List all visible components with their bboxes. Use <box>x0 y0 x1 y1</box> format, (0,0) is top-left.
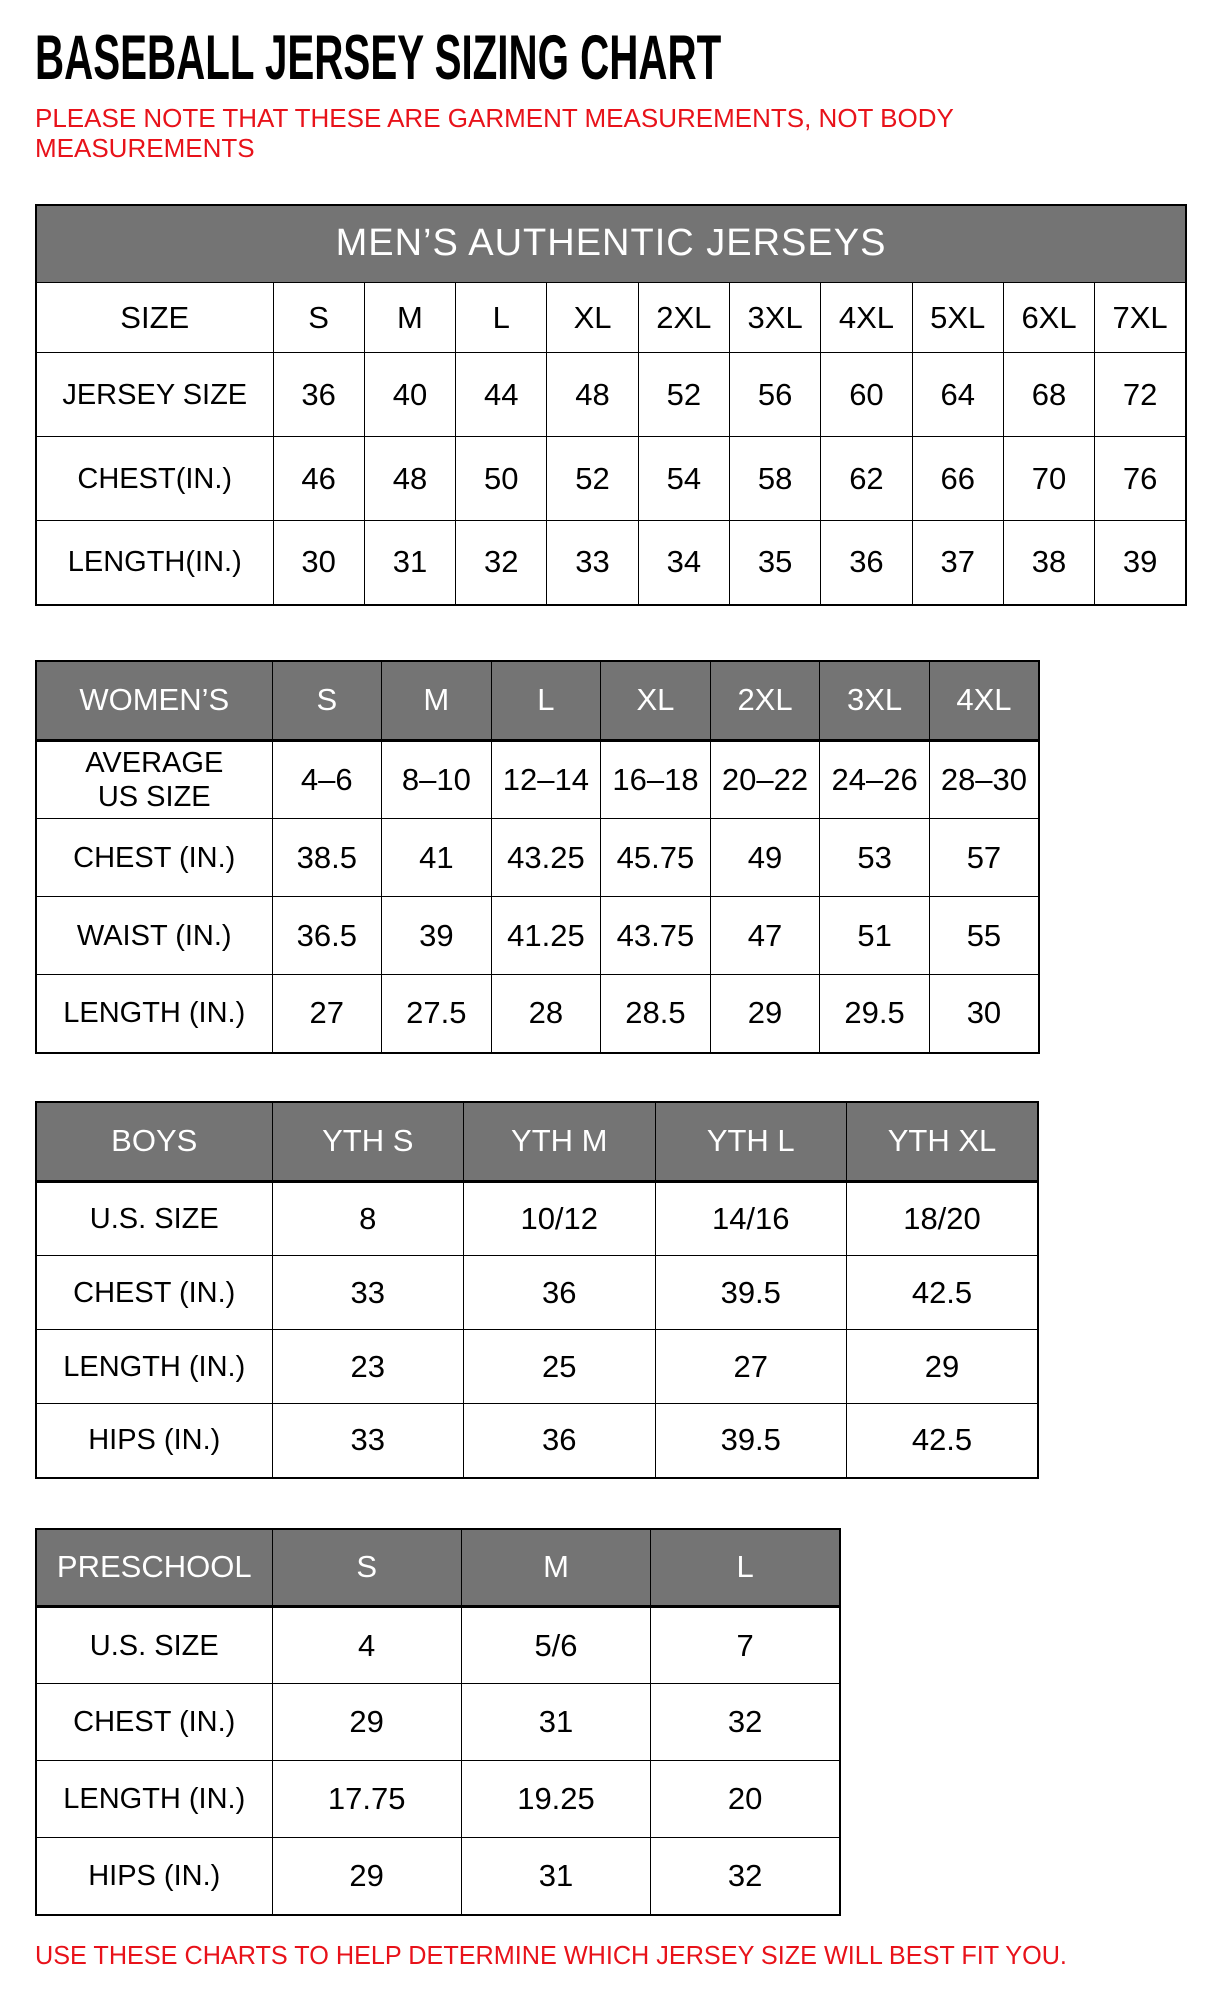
womens-value-r2-c4: 47 <box>710 897 820 975</box>
preschool-data-row-1 <box>36 1684 840 1761</box>
preschool-value-r1-c1: 31 <box>461 1684 650 1761</box>
mens-col-header-8: 5XL <box>912 283 1003 353</box>
preschool-row-label-1: CHEST (IN.) <box>36 1684 272 1761</box>
boys-value-r0-c3: 18/20 <box>847 1182 1039 1256</box>
mens-col-header-5: 2XL <box>638 283 729 353</box>
boys-table <box>35 1101 1039 1479</box>
boys-value-r1-c2: 39.5 <box>655 1256 847 1330</box>
boys-row-label-3: HIPS (IN.) <box>36 1404 272 1478</box>
mens-value-r1-c9: 76 <box>1095 437 1186 521</box>
mens-row-label-1: CHEST(IN.) <box>36 437 273 521</box>
womens-value-r3-c6: 30 <box>929 975 1039 1053</box>
preschool-value-r1-c0: 29 <box>272 1684 461 1761</box>
mens-value-r1-c0: 46 <box>273 437 364 521</box>
mens-row-label-0: JERSEY SIZE <box>36 353 273 437</box>
mens-value-r2-c3: 33 <box>547 521 638 605</box>
boys-value-r1-c0: 33 <box>272 1256 464 1330</box>
preschool-row-label-2: LENGTH (IN.) <box>36 1761 272 1838</box>
womens-data-row-2 <box>36 897 1039 975</box>
preschool-value-r0-c0: 4 <box>272 1607 461 1684</box>
womens-table <box>35 660 1040 1054</box>
womens-col-header-2: M <box>382 661 492 741</box>
womens-value-r0-c2: 12–14 <box>491 741 601 819</box>
boys-sizing-section <box>0 1101 1220 1479</box>
boys-data-row-2 <box>36 1330 1038 1404</box>
womens-value-r2-c0: 36.5 <box>272 897 382 975</box>
womens-value-r0-c5: 24–26 <box>820 741 930 819</box>
boys-row-label-1: CHEST (IN.) <box>36 1256 272 1330</box>
womens-value-r1-c0: 38.5 <box>272 819 382 897</box>
womens-value-r3-c2: 28 <box>491 975 601 1053</box>
mens-value-r2-c0: 30 <box>273 521 364 605</box>
womens-value-r1-c5: 53 <box>820 819 930 897</box>
womens-value-r1-c2: 43.25 <box>491 819 601 897</box>
boys-value-r2-c2: 27 <box>655 1330 847 1404</box>
womens-col-header-4: XL <box>601 661 711 741</box>
mens-value-r1-c1: 48 <box>364 437 455 521</box>
mens-col-header-1: S <box>273 283 364 353</box>
womens-col-header-1: S <box>272 661 382 741</box>
preschool-value-r3-c2: 32 <box>651 1838 840 1915</box>
mens-value-r2-c9: 39 <box>1095 521 1186 605</box>
boys-value-r1-c1: 36 <box>464 1256 656 1330</box>
mens-value-r1-c6: 62 <box>821 437 912 521</box>
preschool-col-header-1: S <box>272 1529 461 1607</box>
womens-value-r0-c4: 20–22 <box>710 741 820 819</box>
preschool-value-r3-c1: 31 <box>461 1838 650 1915</box>
mens-value-r2-c5: 35 <box>729 521 820 605</box>
mens-value-r1-c8: 70 <box>1003 437 1094 521</box>
mens-banner-title: MEN’S AUTHENTIC JERSEYS <box>36 205 1186 283</box>
mens-banner-row <box>36 205 1186 283</box>
mens-value-r0-c7: 64 <box>912 353 1003 437</box>
preschool-value-r2-c1: 19.25 <box>461 1761 650 1838</box>
page-title: BASEBALL JERSEY SIZING CHART <box>35 23 722 93</box>
mens-data-row-1 <box>36 437 1186 521</box>
boys-value-r3-c0: 33 <box>272 1404 464 1478</box>
boys-row-label-2: LENGTH (IN.) <box>36 1330 272 1404</box>
boys-col-header-3: YTH L <box>655 1102 847 1182</box>
womens-value-r2-c3: 43.75 <box>601 897 711 975</box>
mens-value-r1-c4: 54 <box>638 437 729 521</box>
boys-data-row-0 <box>36 1182 1038 1256</box>
preschool-value-r0-c1: 5/6 <box>461 1607 650 1684</box>
mens-col-header-3: L <box>456 283 547 353</box>
boys-header-row <box>36 1102 1038 1182</box>
mens-value-r0-c0: 36 <box>273 353 364 437</box>
mens-value-r1-c7: 66 <box>912 437 1003 521</box>
mens-value-r0-c5: 56 <box>729 353 820 437</box>
womens-row-label-1: CHEST (IN.) <box>36 819 272 897</box>
mens-col-header-6: 3XL <box>729 283 820 353</box>
preschool-value-r2-c2: 20 <box>651 1761 840 1838</box>
womens-data-row-3 <box>36 975 1039 1053</box>
womens-value-r0-c0: 4–6 <box>272 741 382 819</box>
womens-col-header-0: WOMEN’S <box>36 661 272 741</box>
boys-value-r3-c2: 39.5 <box>655 1404 847 1478</box>
boys-col-header-4: YTH XL <box>847 1102 1039 1182</box>
mens-value-r0-c4: 52 <box>638 353 729 437</box>
mens-col-header-7: 4XL <box>821 283 912 353</box>
womens-value-r3-c0: 27 <box>272 975 382 1053</box>
boys-value-r0-c2: 14/16 <box>655 1182 847 1256</box>
mens-header-row <box>36 283 1186 353</box>
preschool-value-r3-c0: 29 <box>272 1838 461 1915</box>
preschool-row-label-0: U.S. SIZE <box>36 1607 272 1684</box>
mens-value-r0-c9: 72 <box>1095 353 1186 437</box>
womens-value-r2-c6: 55 <box>929 897 1039 975</box>
womens-value-r3-c5: 29.5 <box>820 975 930 1053</box>
preschool-value-r2-c0: 17.75 <box>272 1761 461 1838</box>
womens-value-r3-c3: 28.5 <box>601 975 711 1053</box>
boys-row-label-0: U.S. SIZE <box>36 1182 272 1256</box>
womens-value-r0-c1: 8–10 <box>382 741 492 819</box>
boys-col-header-0: BOYS <box>36 1102 272 1182</box>
womens-row-label-2: WAIST (IN.) <box>36 897 272 975</box>
garment-measurements-note <box>35 104 1220 164</box>
womens-value-r1-c1: 41 <box>382 819 492 897</box>
mens-value-r1-c2: 50 <box>456 437 547 521</box>
womens-value-r2-c2: 41.25 <box>491 897 601 975</box>
mens-col-header-2: M <box>364 283 455 353</box>
preschool-data-row-0 <box>36 1607 840 1684</box>
mens-value-r2-c8: 38 <box>1003 521 1094 605</box>
boys-value-r2-c3: 29 <box>847 1330 1039 1404</box>
womens-col-header-7: 4XL <box>929 661 1039 741</box>
mens-value-r2-c4: 34 <box>638 521 729 605</box>
mens-value-r0-c3: 48 <box>547 353 638 437</box>
mens-value-r2-c2: 32 <box>456 521 547 605</box>
preschool-data-row-2 <box>36 1761 840 1838</box>
womens-value-r1-c4: 49 <box>710 819 820 897</box>
boys-data-row-1 <box>36 1256 1038 1330</box>
womens-value-r2-c1: 39 <box>382 897 492 975</box>
womens-col-header-5: 2XL <box>710 661 820 741</box>
womens-value-r2-c5: 51 <box>820 897 930 975</box>
preschool-sizing-section <box>0 1528 1220 1916</box>
preschool-value-r1-c2: 32 <box>651 1684 840 1761</box>
mens-value-r1-c3: 52 <box>547 437 638 521</box>
mens-value-r0-c6: 60 <box>821 353 912 437</box>
mens-data-row-0 <box>36 353 1186 437</box>
boys-col-header-1: YTH S <box>272 1102 464 1182</box>
boys-value-r1-c3: 42.5 <box>847 1256 1039 1330</box>
mens-data-row-2 <box>36 521 1186 605</box>
womens-value-r1-c3: 45.75 <box>601 819 711 897</box>
preschool-value-r0-c2: 7 <box>651 1607 840 1684</box>
garment-note-line1: PLEASE NOTE THAT THESE ARE GARMENT MEASUREMENTS, NOT BODY <box>35 102 954 133</box>
boys-value-r0-c1: 10/12 <box>464 1182 656 1256</box>
mens-col-header-10: 7XL <box>1095 283 1186 353</box>
preschool-row-label-3: HIPS (IN.) <box>36 1838 272 1915</box>
mens-value-r2-c6: 36 <box>821 521 912 605</box>
boys-value-r3-c1: 36 <box>464 1404 656 1478</box>
womens-col-header-3: L <box>491 661 601 741</box>
preschool-col-header-3: L <box>651 1529 840 1607</box>
mens-row-label-2: LENGTH(IN.) <box>36 521 273 605</box>
womens-header-row <box>36 661 1039 741</box>
mens-value-r1-c5: 58 <box>729 437 820 521</box>
womens-row-label-3: LENGTH (IN.) <box>36 975 272 1053</box>
sizing-chart-page <box>0 23 1220 2004</box>
womens-sizing-section <box>0 660 1220 1054</box>
footer-note: USE THESE CHARTS TO HELP DETERMINE WHICH JERSEY SIZE WILL BEST FIT YOU. <box>35 1939 1067 1970</box>
womens-value-r3-c4: 29 <box>710 975 820 1053</box>
womens-value-r0-c6: 28–30 <box>929 741 1039 819</box>
preschool-table <box>35 1528 841 1916</box>
mens-col-header-4: XL <box>547 283 638 353</box>
womens-data-row-1 <box>36 819 1039 897</box>
boys-value-r3-c3: 42.5 <box>847 1404 1039 1478</box>
womens-data-row-0 <box>36 741 1039 819</box>
mens-table <box>35 204 1187 606</box>
mens-value-r0-c8: 68 <box>1003 353 1094 437</box>
womens-col-header-6: 3XL <box>820 661 930 741</box>
mens-col-header-0: SIZE <box>36 283 273 353</box>
garment-note-line2: MEASUREMENTS <box>35 132 255 163</box>
mens-authentic-jerseys-section <box>0 204 1220 606</box>
boys-value-r2-c1: 25 <box>464 1330 656 1404</box>
boys-data-row-3 <box>36 1404 1038 1478</box>
mens-value-r2-c7: 37 <box>912 521 1003 605</box>
mens-value-r0-c2: 44 <box>456 353 547 437</box>
boys-value-r0-c0: 8 <box>272 1182 464 1256</box>
mens-col-header-9: 6XL <box>1003 283 1094 353</box>
preschool-header-row <box>36 1529 840 1607</box>
womens-value-r0-c3: 16–18 <box>601 741 711 819</box>
preschool-col-header-2: M <box>461 1529 650 1607</box>
mens-value-r0-c1: 40 <box>364 353 455 437</box>
womens-value-r1-c6: 57 <box>929 819 1039 897</box>
mens-value-r2-c1: 31 <box>364 521 455 605</box>
boys-value-r2-c0: 23 <box>272 1330 464 1404</box>
preschool-col-header-0: PRESCHOOL <box>36 1529 272 1607</box>
boys-col-header-2: YTH M <box>464 1102 656 1182</box>
womens-row-label-0: AVERAGE US SIZE <box>36 741 272 819</box>
womens-value-r3-c1: 27.5 <box>382 975 492 1053</box>
preschool-data-row-3 <box>36 1838 840 1915</box>
